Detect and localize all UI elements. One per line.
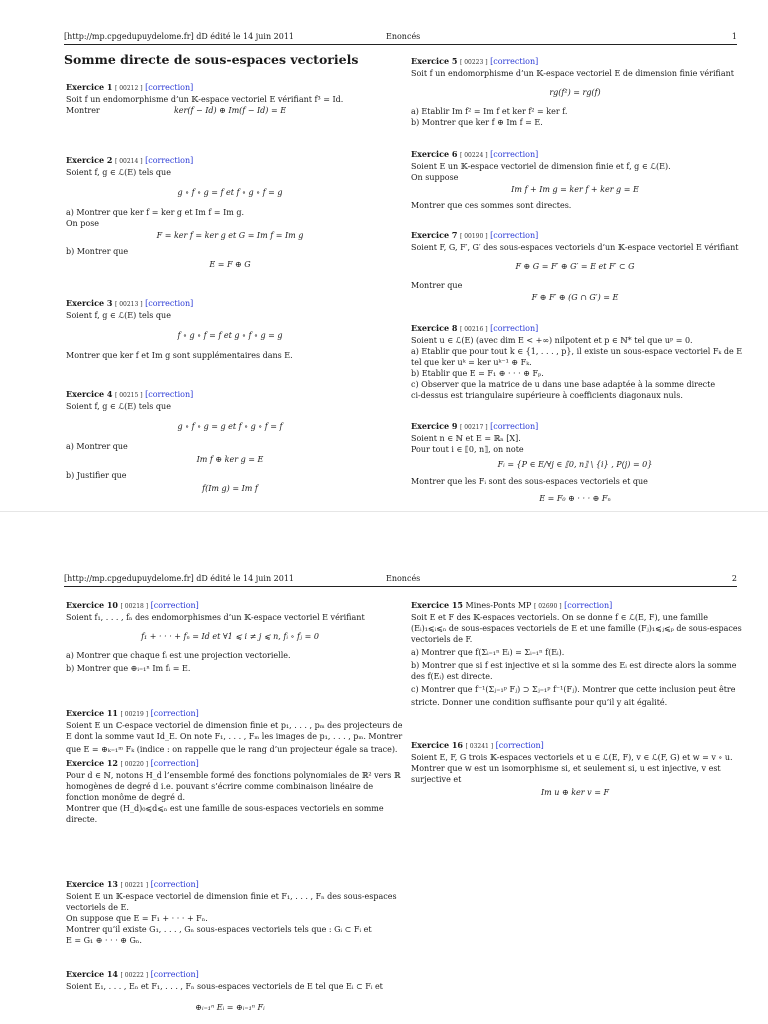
exercise-text: a) Etablir que pour tout k ∈ {1, . . . , p}, il existe un sous-espace vectoriel Fₖ de E	[411, 347, 743, 356]
exercise-text: c) Observer que la matrice de u dans une base adaptée à la somme directe	[411, 380, 716, 389]
exercise-text: Montrer que les Fᵢ sont des sous-espaces vectoriels et que	[411, 477, 648, 486]
exercise-text: c) Montrer que f⁻¹(Σⱼ₌₁ᵖ Fⱼ) ⊃ Σⱼ₌₁ᵖ f⁻¹(Fⱼ). Montrer que cette inclusion peut être	[411, 685, 736, 694]
page-header	[64, 31, 737, 43]
exercise-equation: f ∘ g ∘ f = f et g ∘ f ∘ g = g	[177, 331, 283, 340]
exercise-equation: Im f ⊕ ker g = E	[196, 455, 264, 464]
exercise-text: Soient E un ℂ-espace vectoriel de dimension finie et p₁, . . . , pₘ des projecteurs de	[66, 721, 403, 730]
exercise-id: [ 00223 ]	[459, 59, 488, 66]
page-2	[0, 512, 768, 1024]
exercise-text: Soient E un 𝕂-espace vectoriel de dimension finie et f, g ∈ ℒ(E).	[411, 162, 671, 171]
exercise-equation: f(Im g) = Im f	[202, 484, 258, 493]
exercise-id: [ 00221 ]	[120, 882, 149, 889]
exercise-text: On suppose que E = F₁ + · · · + Fₙ.	[66, 914, 208, 923]
exercise-equation: E = F ⊕ G	[209, 260, 251, 269]
exercise-6	[411, 149, 739, 211]
exercise-text: a) Montrer que ker f = ker g et Im f = Im g.	[66, 208, 245, 217]
exercise-title: Exercice 10	[66, 600, 118, 610]
correction-link[interactable]: [correction]	[150, 880, 199, 889]
correction-link[interactable]: [correction]	[564, 601, 613, 610]
exercise-text: vectoriels de F.	[411, 635, 473, 644]
exercise-text: Pour tout i ∈ ⟦0, n⟧, on note	[411, 445, 524, 454]
exercise-text: a) Etablir Im f² = Im f et ker f² = ker f.	[411, 107, 568, 116]
exercise-text: Soient n ∈ ℕ et E = ℝₙ [X].	[411, 434, 521, 443]
correction-link[interactable]: [correction]	[490, 324, 539, 333]
exercise-text: Soient E, F, G trois 𝕂-espaces vectoriels et u ∈ ℒ(E, F), v ∈ ℒ(F, G) et w = v ∘ u.	[411, 753, 733, 762]
exercise-equation: Im u ⊕ ker v = F	[540, 788, 610, 797]
exercise-text: tel que ker uᵏ = ker uᵏ⁻¹ ⊕ Fₖ.	[411, 358, 532, 367]
header-section: Enoncés	[386, 574, 421, 583]
exercise-equation: rg(f²) = rg(f)	[549, 88, 601, 97]
exercise-16	[411, 740, 739, 798]
exercise-text: b) Montrer que	[66, 247, 129, 256]
correction-link[interactable]: [correction]	[490, 57, 539, 66]
exercise-id: [ 00215 ]	[114, 392, 143, 399]
exercise-text: (Eᵢ)₁⩽ᵢ⩽ₙ de sous-espaces vectoriels de E et une famille (Fⱼ)₁⩽ⱼ⩽ₚ de sous-espaces	[411, 624, 742, 633]
exercise-id: [ 00216 ]	[459, 326, 488, 333]
correction-link[interactable]: [correction]	[490, 422, 539, 431]
exercise-title: Exercice 9	[411, 421, 458, 431]
exercise-text: des f(Eᵢ) est directe.	[411, 672, 493, 681]
exercise-text: b) Montrer que si f est injective et si la somme des Eᵢ est directe alors la somme	[411, 661, 737, 670]
exercise-text: fonction monôme de degré d.	[66, 793, 186, 802]
exercise-text: Soient f, g ∈ ℒ(E) tels que	[66, 168, 171, 177]
correction-link[interactable]: [correction]	[490, 150, 539, 159]
exercise-id: [ 00217 ]	[459, 424, 488, 431]
exercise-source: Mines-Ponts MP	[465, 601, 532, 610]
correction-link[interactable]: [correction]	[145, 299, 194, 308]
header-rule	[64, 44, 737, 45]
exercise-equation: Fᵢ = {P ∈ E/∀j ∈ ⟦0, n⟧ \ {i} , P(j) = 0}	[497, 460, 653, 469]
exercise-text: b) Justifier que	[66, 471, 127, 480]
exercise-title: Exercice 1	[66, 82, 113, 92]
exercise-text: b) Montrer que ⊕ᵢ₌₁ⁿ Im fᵢ = E.	[66, 664, 191, 673]
exercise-11	[66, 708, 403, 755]
exercise-text: On suppose	[411, 173, 459, 182]
exercise-title: Exercice 4	[66, 389, 113, 399]
exercise-equation: Im f + Im g = ker f + ker g = E	[511, 185, 639, 194]
exercise-5	[411, 56, 739, 128]
correction-link[interactable]: [correction]	[150, 759, 199, 768]
exercise-title: Exercice 16	[411, 740, 463, 750]
exercise-text: Montrer que ces sommes sont directes.	[411, 201, 572, 210]
exercise-id: [ 02690 ]	[533, 603, 562, 610]
exercise-equation: ⊕ᵢ₌₁ⁿ Eᵢ = ⊕ᵢ₌₁ⁿ Fᵢ	[195, 1003, 265, 1012]
exercise-text: stricte. Donner une condition suffisante pour qu’il y ait égalité.	[411, 698, 668, 707]
exercise-14	[66, 969, 394, 1013]
exercise-text: Soient E₁, . . . , Eₙ et F₁, . . . , Fₙ sous-espaces vectoriels de E tel que Eᵢ ⊂ Fᵢ et	[66, 982, 383, 991]
exercise-text: ci-dessus est triangulaire supérieure à coefficients diagonaux nuls.	[411, 391, 683, 400]
document-title: Somme directe de sous-espaces vectoriels	[64, 52, 359, 67]
correction-link[interactable]: [correction]	[150, 601, 199, 610]
exercise-text: Montrer que ker f et Im g sont supplémentaires dans E.	[66, 351, 293, 360]
exercise-2	[66, 155, 394, 270]
exercise-4	[66, 389, 394, 494]
correction-link[interactable]: [correction]	[145, 83, 194, 92]
exercise-title: Exercice 3	[66, 298, 113, 308]
exercise-equation: g ∘ f ∘ g = g et f ∘ g ∘ f = f	[177, 422, 283, 431]
exercise-15	[411, 600, 742, 708]
exercise-1	[66, 82, 394, 116]
exercise-id: [ 03241 ]	[465, 743, 494, 750]
correction-link[interactable]: [correction]	[150, 709, 199, 718]
exercise-text: vectoriels de E.	[66, 903, 129, 912]
exercise-id: [ 00222 ]	[120, 972, 149, 979]
exercise-title: Exercice 13	[66, 879, 118, 889]
exercise-title: Exercice 12	[66, 758, 118, 768]
exercise-text: que E = ⊕ₖ₌₁ᵐ Fₖ (indice : on rappelle que le rang d’un projecteur égale sa trace).	[66, 745, 398, 754]
exercise-id: [ 00220 ]	[120, 761, 149, 768]
exercise-text: Pour d ∈ ℕ, notons H_d l’ensemble formé des fonctions polynomiales de ℝ² vers ℝ	[66, 771, 401, 780]
exercise-9	[411, 421, 739, 504]
exercise-equation: E = F₀ ⊕ · · · ⊕ Fₙ	[539, 494, 611, 503]
page-header	[64, 573, 737, 585]
exercise-equation: ker(f − Id) ⊕ Im(f − Id) = E	[173, 106, 287, 115]
exercise-text: Montrer	[66, 106, 100, 115]
exercise-text: Soient F, G, F′, G′ des sous-espaces vectoriels d’un 𝕂-espace vectoriel E vérifiant	[411, 243, 739, 252]
exercise-text: Montrer que (H_d)₀⩽d⩽ₙ est une famille de sous-espaces vectoriels en somme	[66, 804, 384, 813]
exercise-text: Soient f, g ∈ ℒ(E) tels que	[66, 311, 171, 320]
exercise-title: Exercice 14	[66, 969, 118, 979]
exercise-text: Soit E et F des 𝕂-espaces vectoriels. On se donne f ∈ ℒ(E, F), une famille	[411, 613, 708, 622]
correction-link[interactable]: [correction]	[145, 156, 194, 165]
exercise-text: b) Montrer que ker f ⊕ Im f = E.	[411, 118, 543, 127]
correction-link[interactable]: [correction]	[145, 390, 194, 399]
exercise-3	[66, 298, 394, 361]
exercise-text: On pose	[66, 219, 100, 228]
exercise-text: homogènes de degré d i.e. pouvant s’écrire comme combinaison linéaire de	[66, 782, 374, 791]
exercise-id: [ 00219 ]	[120, 711, 149, 718]
exercise-text: Soient f₁, . . . , fₙ des endomorphismes d’un 𝕂-espace vectoriel E vérifiant	[66, 613, 365, 622]
header-source: [http://mp.cpgedupuydelome.fr] dD édité le 14 juin 2011	[64, 32, 295, 41]
exercise-13	[66, 879, 397, 946]
exercise-text: b) Etablir que E = F₁ ⊕ · · · ⊕ Fₚ.	[411, 369, 544, 378]
exercise-equation: f₁ + · · · + fₙ = Id et ∀1 ⩽ i ≠ j ⩽ n, fᵢ ∘ fⱼ = 0	[141, 632, 319, 641]
correction-link[interactable]: [correction]	[150, 970, 199, 979]
page-number: 2	[731, 574, 737, 583]
exercise-id: [ 00190 ]	[459, 233, 488, 240]
header-rule	[64, 586, 737, 587]
exercise-id: [ 00218 ]	[120, 603, 149, 610]
exercise-text: Soit f un endomorphisme d’un 𝕂-espace vectoriel E de dimension finie vérifiant	[411, 69, 734, 78]
exercise-10	[66, 600, 394, 674]
exercise-text: Montrer que w est un isomorphisme si, et seulement si, u est injective, v est	[411, 764, 721, 773]
exercise-text: Soient f, g ∈ ℒ(E) tels que	[66, 402, 171, 411]
exercise-text: directe.	[66, 815, 98, 824]
exercise-text: Soit f un endomorphisme d’un 𝕂-espace vectoriel E vérifiant f³ = Id.	[66, 95, 344, 104]
exercise-title: Exercice 5	[411, 56, 458, 66]
correction-link[interactable]: [correction]	[490, 231, 539, 240]
exercise-title: Exercice 15	[411, 600, 463, 610]
exercise-8	[411, 323, 743, 401]
exercise-title: Exercice 2	[66, 155, 113, 165]
page-number: 1	[731, 32, 737, 41]
exercise-text: Montrer qu’il existe G₁, . . . , Gₙ sous-espaces vectoriels tels que : Gᵢ ⊂ Fᵢ et	[66, 925, 372, 934]
exercise-title: Exercice 6	[411, 149, 458, 159]
exercise-text: Soient E un 𝕂-espace vectoriel de dimension finie et F₁, . . . , Fₙ des sous-espaces	[66, 892, 397, 901]
exercise-title: Exercice 11	[66, 708, 118, 718]
exercise-text: Montrer que	[411, 281, 463, 290]
exercise-text: surjective et	[411, 775, 462, 784]
exercise-text: Soient u ∈ ℒ(E) (avec dim E < +∞) nilpotent et p ∈ ℕ* tel que uᵖ = 0.	[411, 336, 693, 345]
exercise-id: [ 00214 ]	[114, 158, 143, 165]
exercise-12	[66, 758, 401, 825]
header-source: [http://mp.cpgedupuydelome.fr] dD édité le 14 juin 2011	[64, 574, 295, 583]
exercise-text: a) Montrer que f(Σᵢ₌₁ⁿ Eᵢ) = Σᵢ₌₁ⁿ f(Eᵢ).	[411, 648, 565, 657]
exercise-id: [ 00213 ]	[114, 301, 143, 308]
header-section: Enoncés	[386, 32, 421, 41]
exercise-text: E = G₁ ⊕ · · · ⊕ Gₙ.	[66, 936, 142, 945]
exercise-equation: F = ker f = ker g et G = Im f = Im g	[156, 231, 304, 240]
exercise-title: Exercice 8	[411, 323, 458, 333]
correction-link[interactable]: [correction]	[495, 741, 544, 750]
exercise-id: [ 00212 ]	[114, 85, 143, 92]
exercise-equation: F ⊕ G = F′ ⊕ G′ = E et F′ ⊂ G	[515, 262, 635, 271]
exercise-title: Exercice 7	[411, 230, 458, 240]
exercise-text: a) Montrer que	[66, 442, 128, 451]
exercise-equation: F ⊕ F′ ⊕ (G ∩ G′) = E	[531, 293, 619, 302]
exercise-id: [ 00224 ]	[459, 152, 488, 159]
exercise-7	[411, 230, 739, 303]
exercise-equation: g ∘ f ∘ g = f et f ∘ g ∘ f = g	[177, 188, 283, 197]
exercise-text: a) Montrer que chaque fᵢ est une projection vectorielle.	[66, 651, 291, 660]
exercise-text: E dont la somme vaut Id_E. On note F₁, . . . , Fₘ les images de p₁, . . . , pₘ. Montrer	[66, 732, 403, 741]
